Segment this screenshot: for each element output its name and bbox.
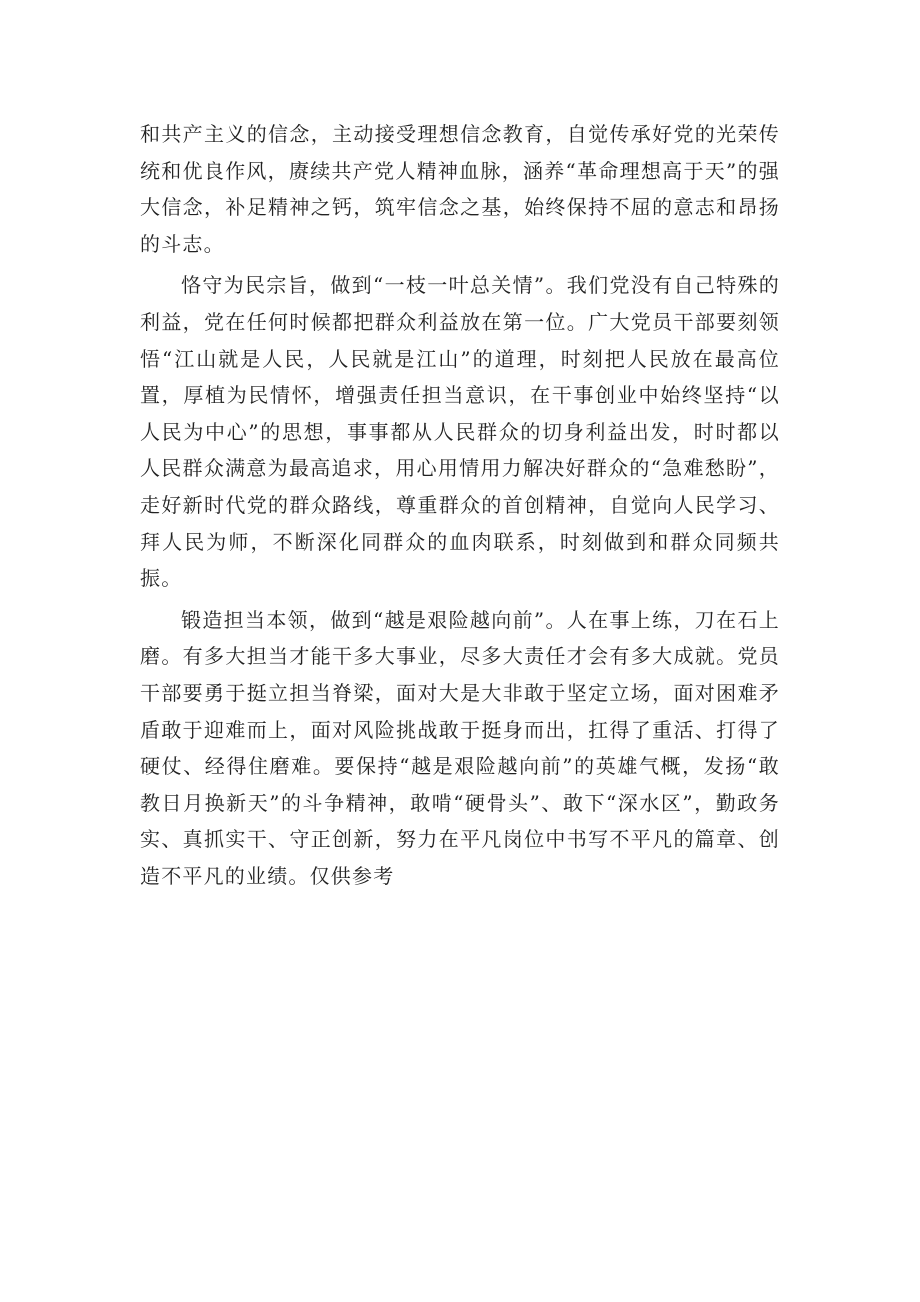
document-body <box>140 116 780 899</box>
paragraph-3: 锻造担当本领，做到“越是艰险越向前”。人在事上练，刀在石上磨。有多大担当才能干多大事业，尽多大责任才会有多大成就。党员干部要勇于挺立担当脊梁，面对大是大非敢于坚定立场，面对困难矛盾敢于迎难而上，面对风险挑战敢于挺身而出，扛得了重活、打得了硬仗、经得住磨难。要保持“越是艰险越向前”的英雄气概，发扬“敢教日月换新天”的斗争精神，敢啃“硬骨头”、敢下“深水区”，勤政务实、真抓实干、守正创新，努力在平凡岗位中书写不平凡的篇章、创造不平凡的业绩。仅供参考 <box>140 607 780 888</box>
paragraph-2: 恪守为民宗旨，做到“一枝一叶总关情”。我们党没有自己特殊的利益，党在任何时候都把群众利益放在第一位。广大党员干部要刻领悟“江山就是人民，人民就是江山”的道理，时刻把人民放在最高位置，厚植为民情怀，增强责任担当意识，在干事创业中始终坚持“以人民为中心”的思想，事事都从人民群众的切身利益出发，时时都以人民群众满意为最高追求，用心用情用力解决好群众的“急难愁盼”，走好新时代党的群众路线，尊重群众的首创精神，自觉向人民学习、拜人民为师，不断深化同群众的血肉联系，时刻做到和群众同频共振。 <box>140 273 780 591</box>
paragraph-1: 和共产主义的信念，主动接受理想信念教育，自觉传承好党的光荣传统和优良作风，赓续共产党人精神血脉，涵养“革命理想高于天”的强大信念，补足精神之钙，筑牢信念之基，始终保持不屈的意志和昂扬的斗志。 <box>140 122 780 256</box>
